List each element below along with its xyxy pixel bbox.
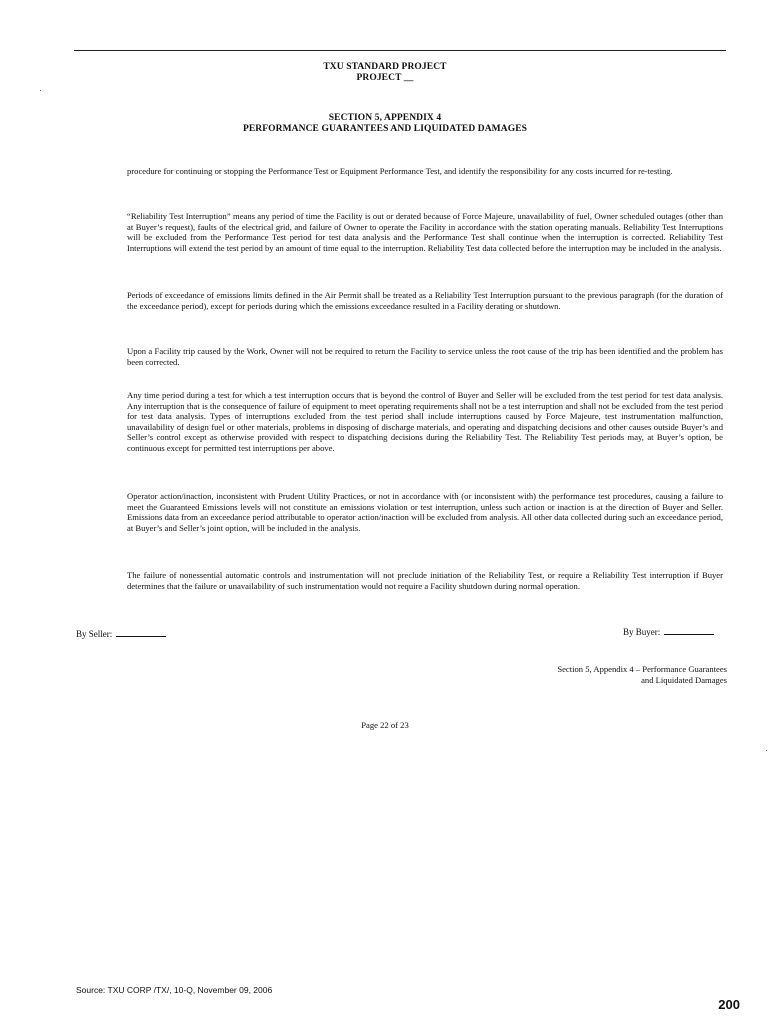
- buyer-signature-line: [664, 626, 714, 635]
- paragraph-retesting: procedure for continuing or stopping the Performance Test or Equipment Performance Test, and identify the responsibility for any costs incurred for re-testing.: [127, 166, 673, 176]
- section-footer-line2: and Liquidated Damages: [641, 675, 727, 685]
- section-footer: [557, 664, 727, 686]
- buyer-signature: [623, 626, 714, 637]
- seller-signature-label: By Seller:: [76, 629, 113, 639]
- buyer-signature-label: By Buyer:: [623, 627, 661, 637]
- header-rule: [74, 50, 726, 51]
- paragraph-facility-trip: Upon a Facility trip caused by the Work, Owner will not be required to return the Facility to service unless the root cause of the trip has been identified and the problem has been corrected.: [127, 346, 723, 367]
- paragraph-reliability-test-interruption: “Reliability Test Interruption” means any period of time the Facility is out or derated because of Force Majeure, unavailability of fuel, Owner scheduled outages (other than at Buyer’s request), faults of the electrical grid, and failure of Owner to operate the Facility in accordance with the station operating manuals. Reliability Test Interruptions will be excluded from the Performance Test period for test data analysis and the Performance Test shall continue when the interruption is corrected. Reliability Test Interruptions will extend the test period by an amount of time equal to the interruption. Reliability Test data collected before the interruption may be included in the analysis.: [127, 211, 723, 253]
- document-title: PERFORMANCE GUARANTEES AND LIQUIDATED DAMAGES: [242, 124, 528, 134]
- paragraph-test-period-exclusion: Any time period during a test for which a test interruption occurs that is beyond the control of Buyer and Seller will be excluded from the test period for test data analysis. Any interruption that is the consequence of failure of equipment to meet operating requirements shall not be a test interruption and shall not be excluded from the test period for test data analysis. Types of interruptions excluded from the test period shall include interruptions caused by Force Majeure, test instrumentation malfunction, unavailability of design fuel or other materials, problems in disposing of discharge materials, and operating and dispatching decisions and other causes outside Buyer’s and Seller’s control except as otherwise provided with respect to dispatching decisions during the Reliability Test. The Reliability Test periods may, at Buyer’s option, be continuous except for permitted test interruptions per above.: [127, 390, 723, 453]
- paragraph-operator-action: Operator action/inaction, inconsistent with Prudent Utility Practices, or not in accordance with (or inconsistent with) the performance test procedures, causing a failure to meet the Guaranteed Emissions levels will not constitute an emissions violation or test interruption, unless such action or inaction is at the direction of Buyer and Seller. Emissions data from an exceedance period attributable to operator action/inaction will be excluded from analysis. All other data collected during such an exceedance period, at Buyer’s and Seller’s joint option, will be included in the analysis.: [127, 491, 723, 533]
- seller-signature-line: [116, 628, 166, 637]
- page-number: 200: [718, 997, 740, 1012]
- section-footer-line1: Section 5, Appendix 4 – Performance Guarantees: [557, 664, 727, 674]
- scan-speck: [766, 750, 767, 751]
- seller-signature: [76, 628, 166, 639]
- paragraph-nonessential-controls: The failure of nonessential automatic controls and instrumentation will not preclude initiation of the Reliability Test, or require a Reliability Test interruption if Buyer determines that the failure or unavailability of such instrumentation would not require a Facility shutdown during normal operation.: [127, 570, 723, 591]
- page-indicator: Page 22 of 23: [361, 720, 409, 730]
- project-number: PROJECT __: [356, 73, 414, 83]
- paragraph-emissions-exceedance: Periods of exceedance of emissions limits defined in the Air Permit shall be treated as a Reliability Test Interruption pursuant to the previous paragraph (for the duration of the exceedance period), except for periods during which the emissions exceedance resulted in a Facility derating or shutdown.: [127, 290, 723, 311]
- scan-speck: [40, 90, 41, 91]
- project-title: TXU STANDARD PROJECT: [323, 62, 447, 72]
- section-heading: SECTION 5, APPENDIX 4: [328, 113, 442, 123]
- source-citation: Source: TXU CORP /TX/, 10-Q, November 09, 2006: [76, 985, 273, 995]
